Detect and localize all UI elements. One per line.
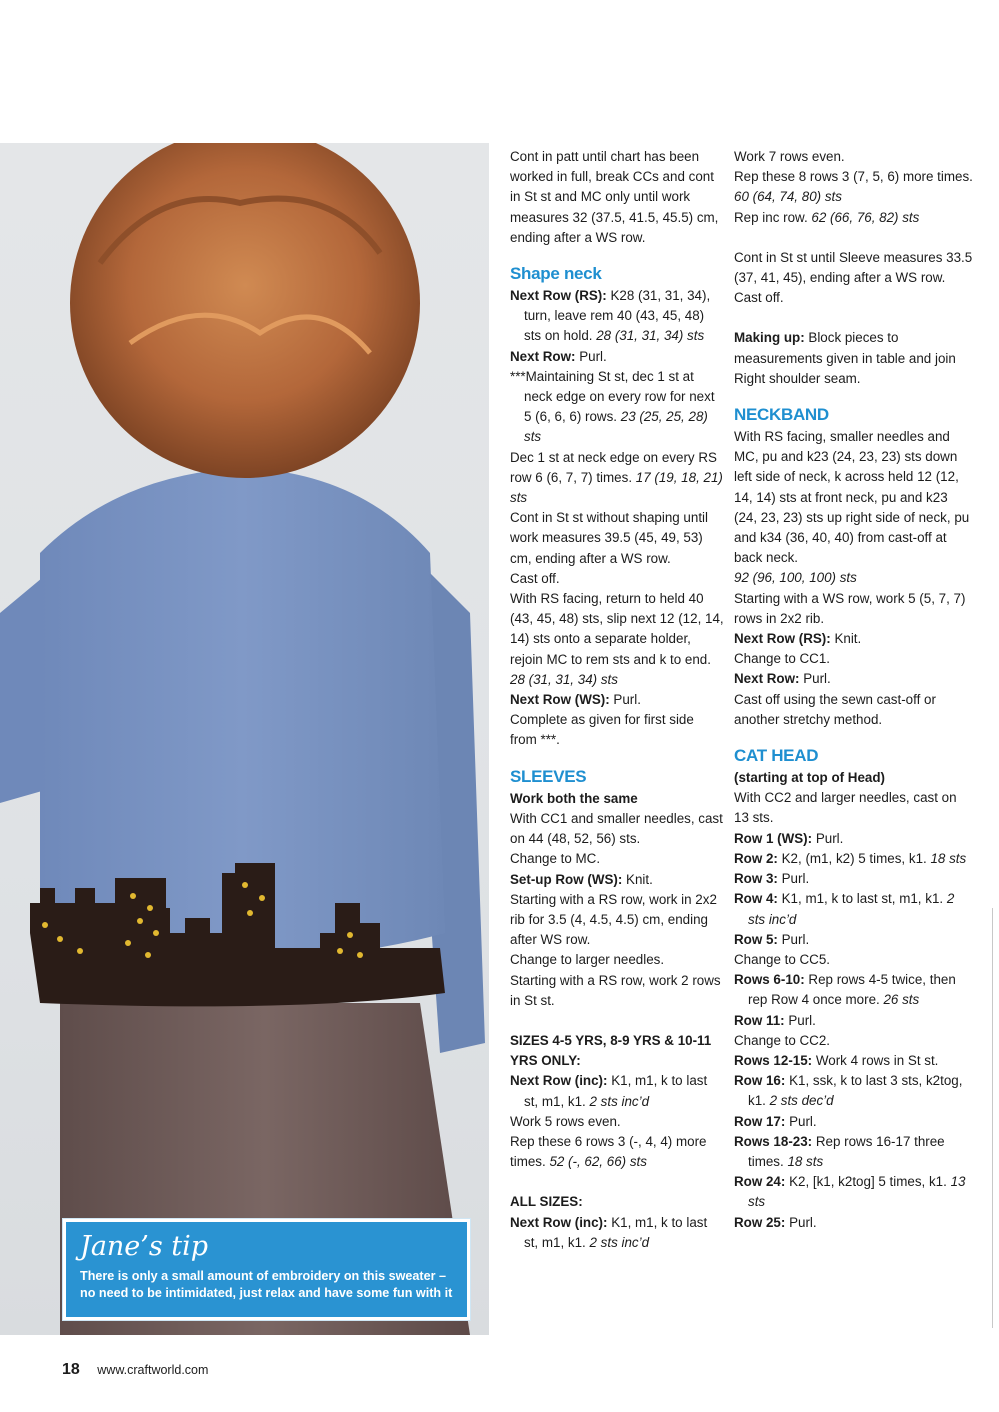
instruction: Starting with a RS row, work 2 rows in St st. xyxy=(510,972,721,1008)
instruction: Complete as given for first side from ***. xyxy=(510,712,694,748)
instruction: Change to larger needles. xyxy=(510,952,665,968)
tip-body: There is only a small amount of embroidery on this sweater – no need to be intimidated, just relax and have some fun with it xyxy=(80,1269,453,1300)
instruction: Work 7 rows even. xyxy=(734,149,845,164)
instruction: Change to CC1. xyxy=(734,651,831,667)
intro-text: Cont in patt until chart has been worked in full, break CCs and cont in St st and MC only until work measures 32 (37.5, 41.5, 45.5) cm, ending after a WS row. xyxy=(510,149,719,245)
instruction: Next Row (inc): K1, m1, k to last st, m1, k1. 2 sts inc’d xyxy=(510,1073,708,1109)
making-up: Making up: Block pieces to measurements given in table and join Right shoulder seam. xyxy=(734,330,956,386)
row: Row 1 (WS): Purl. xyxy=(734,830,844,846)
instruction: Change to CC2. xyxy=(734,1032,831,1048)
instruction: Rep these 8 rows 3 (7, 5, 6) more times. 60 (64, 74, 80) sts xyxy=(734,169,973,205)
instruction: Starting with a WS row, work 5 (5, 7, 7) rows in 2x2 rib. xyxy=(734,590,966,626)
page-edge xyxy=(992,908,999,1328)
instruction: Dec 1 st at neck edge on every RS row 6 (6, 7, 7) times. 17 (19, 18, 21) sts xyxy=(510,449,723,506)
instruction: Cast off. xyxy=(510,570,560,586)
website-url[interactable]: www.craftworld.com xyxy=(97,1363,209,1377)
instruction: With RS facing, return to held 40 (43, 45, 48) sts, slip next 12 (12, 14, 14) sts onto a separate holder, rejoin MC to rem sts and k to end. 28 (31, 31, 34) sts xyxy=(510,591,724,687)
instruction: 92 (96, 100, 100) sts xyxy=(734,570,857,586)
hair xyxy=(70,143,420,478)
instruction: Next Row (WS): Purl. xyxy=(510,692,641,708)
instruction: Next Row: Purl. xyxy=(734,671,831,687)
subheading: Work both the same xyxy=(510,790,638,806)
janes-tip-box xyxy=(63,1219,470,1320)
page-footer xyxy=(62,1361,208,1379)
instruction: Work 5 rows even. xyxy=(510,1113,621,1129)
instruction: Change to CC5. xyxy=(734,951,831,967)
row: Row 17: Purl. xyxy=(734,1113,817,1129)
instruction: Set-up Row (WS): Knit. xyxy=(510,871,653,887)
instruction: Rep inc row. 62 (66, 76, 82) sts xyxy=(734,209,920,225)
instruction: Rep these 6 rows 3 (-, 4, 4) more times. 52 (-, 62, 66) sts xyxy=(510,1133,707,1170)
page-number: 18 xyxy=(62,1361,80,1378)
row: Row 5: Purl. xyxy=(734,931,810,947)
sizes-heading: SIZES 4-5 YRS, 8-9 YRS & 10-11 YRS ONLY: xyxy=(510,1032,712,1069)
instruction: ***Maintaining St st, dec 1 st at neck edge on every row for next 5 (6, 6, 6) rows. 23 (25, 25, 28) sts xyxy=(510,368,715,445)
heading-neckband: NECKBAND xyxy=(734,405,829,425)
instruction: Cast off using the sewn cast-off or another stretchy method. xyxy=(734,691,936,727)
instruction: Starting with a RS row, work in 2x2 rib for 3.5 (4, 4.5, 4.5) cm, ending after WS row. xyxy=(510,891,717,948)
instruction: Cast off. xyxy=(734,290,784,306)
instruction: Cont in St st until Sleeve measures 33.5 (37, 41, 45), ending after a WS row. xyxy=(734,249,973,286)
sweater-photo xyxy=(0,143,489,1335)
child-illustration xyxy=(0,143,489,1335)
column-1 xyxy=(510,147,724,1253)
instruction: Next Row: Purl. xyxy=(510,348,607,364)
instruction: Next Row (RS): K28 (31, 31, 34), turn, leave rem 40 (43, 45, 48) sts on hold. 28 (31, 31, 34) sts xyxy=(510,288,711,344)
heading-shape-neck: Shape neck xyxy=(510,264,602,284)
heading-sleeves: SLEEVES xyxy=(510,766,587,786)
instruction: With CC1 and smaller needles, cast on 44 (48, 52, 56) sts. xyxy=(510,810,723,847)
all-sizes-heading: ALL SIZES: xyxy=(510,1194,583,1210)
instruction: Cont in St st without shaping until work measures 39.5 (45, 49, 53) cm, ending after a WS row. xyxy=(510,510,708,566)
row: Row 2: K2, (m1, k2) 5 times, k1. 18 sts xyxy=(734,850,967,866)
subheading: (starting at top of Head) xyxy=(734,770,886,786)
column-2 xyxy=(734,147,974,1233)
instruction: Change to MC. xyxy=(510,851,601,867)
row: Rows 18-23: Rep rows 16-17 three times. 18 sts xyxy=(734,1133,945,1169)
row: Row 25: Purl. xyxy=(734,1214,817,1230)
row: Row 24: K2, [k1, k2tog] 5 times, k1. 13 sts xyxy=(734,1174,966,1210)
tip-title: Jane’s tip xyxy=(80,1231,209,1262)
row: Rows 6-10: Rep rows 4-5 twice, then rep Row 4 once more. 26 sts xyxy=(734,972,956,1008)
row: Row 3: Purl. xyxy=(734,871,810,887)
row: Row 11: Purl. xyxy=(734,1012,816,1028)
heading-cat-head: CAT HEAD xyxy=(734,746,819,766)
row: Row 16: K1, ssk, k to last 3 sts, k2tog, k1. 2 sts dec’d xyxy=(734,1073,963,1109)
row: Rows 12-15: Work 4 rows in St st. xyxy=(734,1052,939,1068)
instruction: Next Row (RS): Knit. xyxy=(734,631,862,647)
instruction: Next Row (inc): K1, m1, k to last st, m1, k1. 2 sts inc’d xyxy=(510,1214,708,1250)
instruction: With CC2 and larger needles, cast on 13 sts. xyxy=(734,790,957,826)
row: Row 4: K1, m1, k to last st, m1, k1. 2 sts inc’d xyxy=(734,891,955,927)
instruction: With RS facing, smaller needles and MC, pu and k23 (24, 23, 23) sts down left side of neck, k across held 12 (12, 14, 14) sts at front neck, pu and k23 (24, 23, 23) sts up right side of neck, pu and k34 (36, 40, 40) from cast-off at back neck. xyxy=(734,429,970,566)
